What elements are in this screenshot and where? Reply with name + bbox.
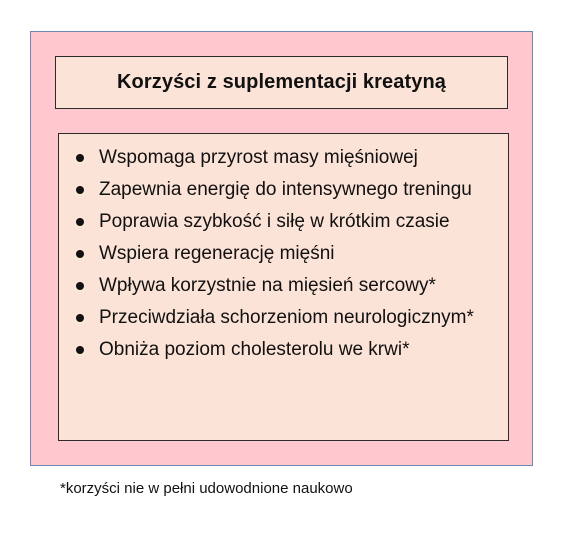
footnote: *korzyści nie w pełni udowodnione naukowo	[60, 480, 353, 497]
benefit-item-5	[59, 270, 508, 302]
bullet-icon	[76, 314, 84, 322]
benefit-item-6	[59, 302, 508, 334]
benefit-text: Poprawia szybkość i siłę w krótkim czasie	[99, 211, 450, 232]
title-box	[55, 56, 508, 109]
diagram-title: Korzyści z suplementacji kreatyną	[117, 71, 446, 93]
benefit-item-3	[59, 206, 508, 238]
outer-panel	[30, 31, 533, 466]
bullet-icon	[76, 154, 84, 162]
benefits-list	[59, 142, 508, 366]
bullet-icon	[76, 250, 84, 258]
benefit-item-7	[59, 334, 508, 366]
bullet-icon	[76, 282, 84, 290]
benefit-item-1	[59, 142, 508, 174]
benefit-text: Wspomaga przyrost masy mięśniowej	[99, 147, 418, 168]
benefit-item-4	[59, 238, 508, 270]
bullet-icon	[76, 346, 84, 354]
bullet-icon	[76, 218, 84, 226]
bullet-icon	[76, 186, 84, 194]
benefit-text: Przeciwdziała schorzeniom neurologicznym*	[99, 307, 474, 328]
benefit-text: Wspiera regenerację mięśni	[99, 243, 335, 264]
benefits-box	[58, 133, 509, 441]
benefit-text: Zapewnia energię do intensywnego treningu	[99, 179, 472, 200]
benefit-item-2	[59, 174, 508, 206]
benefit-text: Wpływa korzystnie na mięsień sercowy*	[99, 275, 436, 296]
benefit-text: Obniża poziom cholesterolu we krwi*	[99, 339, 410, 360]
